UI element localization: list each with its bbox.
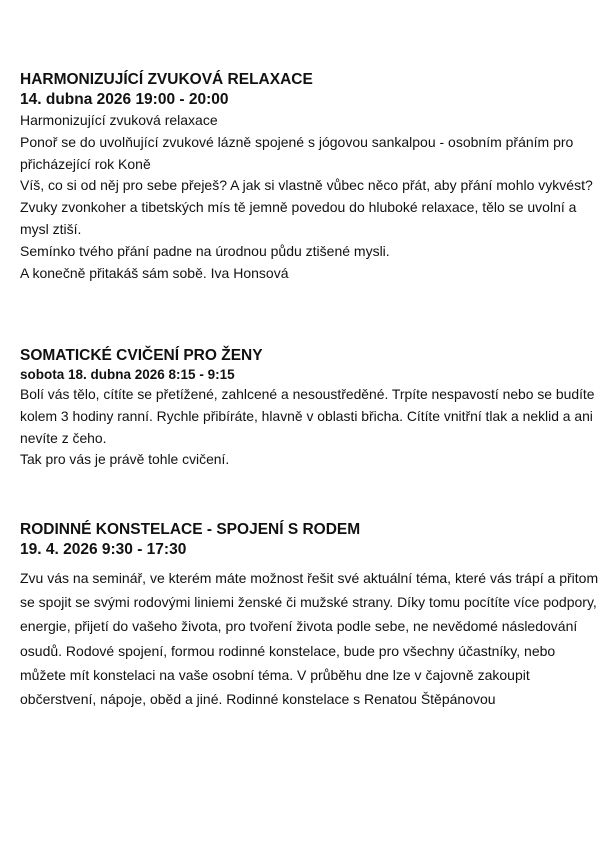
event-date: 14. dubna 2026 19:00 - 20:00 [20,91,229,108]
event-paragraph: Harmonizující zvuková relaxace [20,112,218,128]
event-list [20,0,600,850]
event-title: SOMATICKÉ CVIČENÍ PRO ŽENY [20,347,263,364]
event-description [20,566,600,711]
event-paragraph: Semínko tvého přání padne na úrodnou půdu ztišené mysli. [20,242,390,259]
event-paragraph: A konečně přitakáš sám sobě. Iva Honsová [20,264,289,281]
event-description [20,384,600,471]
event-paragraph: Zvu vás na seminář, ve kterém máte možnost řešit své aktuální téma, které vás trápí a přitom se spojit se svými rodovými liniemi ženské či mužské strany. Díky tomu pocítíte více podpory, energie, přijetí do vašeho života, pro tvoření života podle sebe, ne nevědomé následování osudů. Rodové spojení, formou rodinné konstelace, bude pro všechny účastníky, nebo můžete mít konstelaci na vaše osobní téma. V průběhu dne lze v čajovně zakoupit občerstvení, nápoje, oběd a jiné. Rodinné konstelace s Renatou Štěpánovou [20,570,599,708]
event-paragraph: Víš, co si od něj pro sebe přeješ? A jak si vlastně vůbec něco přát, aby přání mohlo vykvést? [20,177,593,194]
event-paragraph: Zvuky zvonkoher a tibetských mís tě jemně povedou do hluboké relaxace, tělo se uvolní a mysl ztiší. [20,199,577,237]
event-title: RODINNÉ KONSTELACE - SPOJENÍ S RODEM [20,521,361,538]
event-date: 19. 4. 2026 9:30 - 17:30 [20,541,187,558]
event-description [20,110,600,284]
event-paragraph: Bolí vás tělo, cítíte se přetížené, zahlcené a nesoustředěné. Trpíte nespavostí nebo se budíte kolem 3 hodiny ranní. Rychle přibíráte, hlavně v oblasti břicha. Cítíte vnitřní tlak a neklid a ani nevíte z čeho. [20,386,595,446]
event-somatic-exercise [20,346,600,471]
event-title: HARMONIZUJÍCÍ ZVUKOVÁ RELAXACE [20,71,313,88]
event-sound-relaxation [20,70,600,284]
event-paragraph: Tak pro vás je právě tohle cvičení. [20,451,230,468]
event-family-constellations [20,520,600,711]
event-paragraph: Ponoř se do uvolňující zvukové lázně spojené s jógovou sankalpou - osobním přáním pro přicházející rok Koně [20,133,574,172]
event-date: sobota 18. dubna 2026 8:15 - 9:15 [20,367,235,382]
